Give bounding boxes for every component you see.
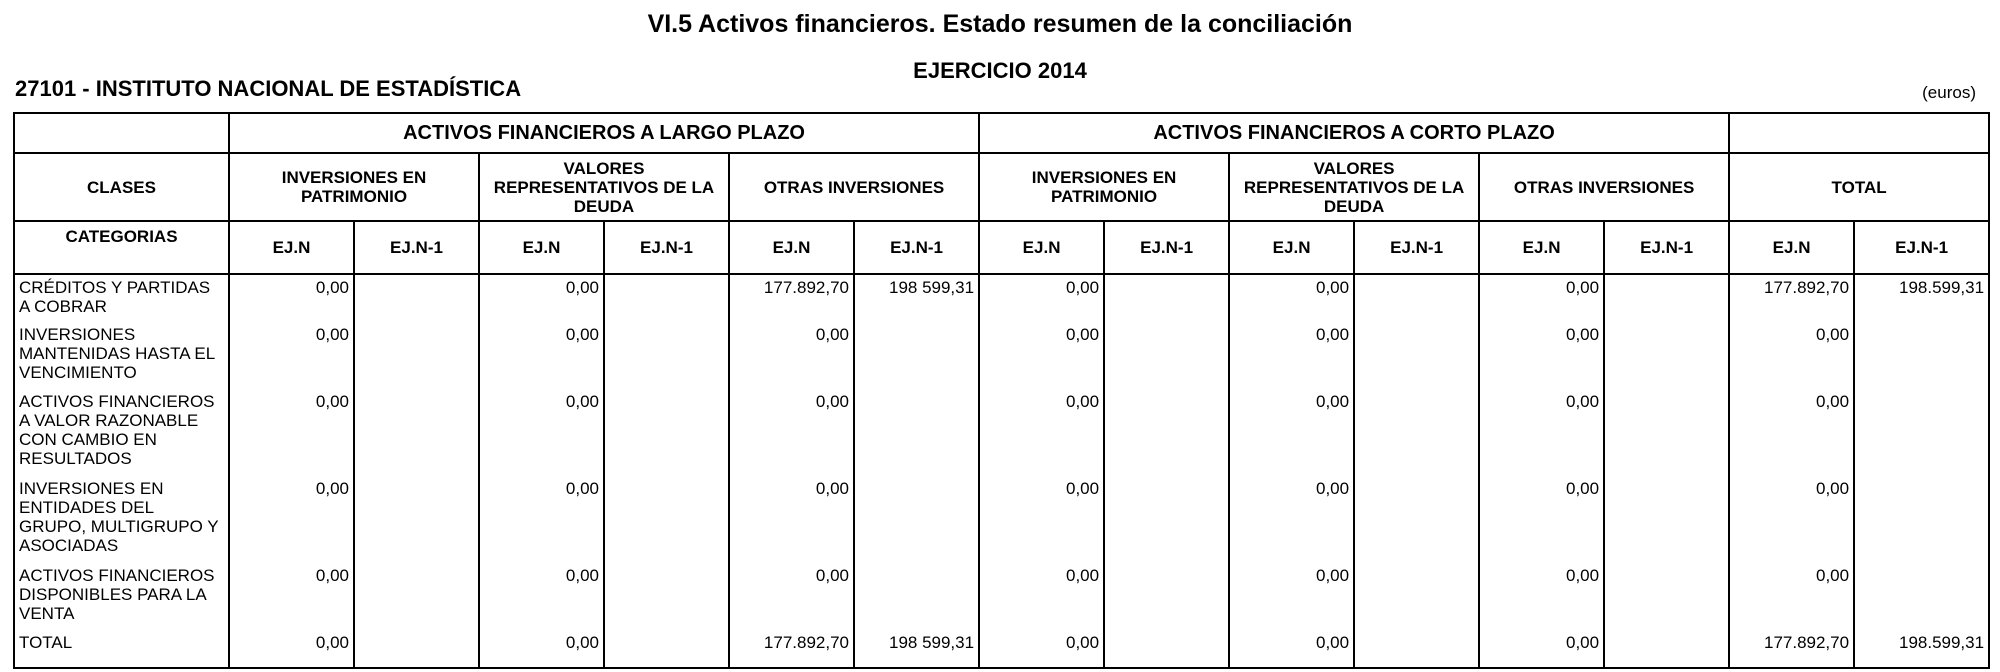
cell-value — [604, 563, 729, 630]
header-subgroup-row — [14, 153, 1989, 221]
cell-value: 0,00 — [229, 274, 354, 322]
header-ejn1: EJ.N-1 — [854, 221, 979, 274]
row-label: ACTIVOS FINANCIEROS DISPONIBLES PARA LA VENTA — [14, 563, 229, 630]
cell-value: 0,00 — [979, 322, 1104, 389]
cell-value: 0,00 — [1229, 274, 1354, 322]
cell-value: 0,00 — [229, 476, 354, 563]
cell-value: 0,00 — [479, 389, 604, 476]
report-title: VI.5 Activos financieros. Estado resumen de la conciliación — [647, 10, 1353, 38]
header-ejn1: EJ.N-1 — [1854, 221, 1989, 274]
header-ejn: EJ.N — [1729, 221, 1854, 274]
cell-value: 0,00 — [479, 322, 604, 389]
row-label: TOTAL — [14, 630, 229, 668]
cell-value: 0,00 — [729, 563, 854, 630]
cell-value — [1604, 563, 1729, 630]
row-label: CRÉDITOS Y PARTIDAS A COBRAR — [14, 274, 229, 322]
cell-value: 0,00 — [1729, 563, 1854, 630]
header-ejn: EJ.N — [229, 221, 354, 274]
header-lp-otras-inversiones: OTRAS INVERSIONES — [729, 153, 979, 221]
cell-value: 0,00 — [1229, 322, 1354, 389]
cell-value — [604, 630, 729, 668]
cell-value — [1104, 630, 1229, 668]
cell-value — [1104, 274, 1229, 322]
row-label: INVERSIONES EN ENTIDADES DEL GRUPO, MULTIGRUPO Y ASOCIADAS — [14, 476, 229, 563]
header-period-row — [14, 221, 1989, 274]
row-label: INVERSIONES MANTENIDAS HASTA EL VENCIMIENTO — [14, 322, 229, 389]
cell-value — [1104, 476, 1229, 563]
cell-value: 0,00 — [1479, 322, 1604, 389]
table-row — [14, 563, 1989, 630]
cell-value — [1604, 476, 1729, 563]
currency-unit: (euros) — [1922, 83, 1976, 102]
header-categorias: CATEGORIAS — [14, 221, 229, 274]
header-ejn: EJ.N — [979, 221, 1104, 274]
header-ejn1: EJ.N-1 — [1354, 221, 1479, 274]
cell-value — [354, 476, 479, 563]
cell-value — [1604, 630, 1729, 668]
cell-value — [1854, 563, 1989, 630]
cell-value: 0,00 — [1229, 389, 1354, 476]
cell-value: 0,00 — [1229, 476, 1354, 563]
fiscal-year: EJERCICIO 2014 — [913, 58, 1087, 83]
cell-value — [1104, 563, 1229, 630]
header-cp-otras-inversiones: OTRAS INVERSIONES — [1479, 153, 1729, 221]
header-ejn1: EJ.N-1 — [604, 221, 729, 274]
header-group-row — [14, 113, 1989, 153]
entity-name: 27101 - INSTITUTO NACIONAL DE ESTADÍSTICA — [15, 76, 522, 101]
cell-value: 198.599,31 — [1854, 630, 1989, 668]
row-label: ACTIVOS FINANCIEROS A VALOR RAZONABLE CON CAMBIO EN RESULTADOS — [14, 389, 229, 476]
cell-value: 0,00 — [229, 322, 354, 389]
cell-value — [1354, 274, 1479, 322]
cell-value: 0,00 — [1479, 389, 1604, 476]
cell-value: 0,00 — [1729, 322, 1854, 389]
cell-value: 0,00 — [1479, 274, 1604, 322]
table-row-total — [14, 630, 1989, 668]
cell-value: 0,00 — [1729, 476, 1854, 563]
cell-value — [1854, 322, 1989, 389]
table-row — [14, 274, 1989, 322]
cell-value — [604, 476, 729, 563]
cell-value: 0,00 — [229, 389, 354, 476]
cell-value — [1604, 274, 1729, 322]
header-empty-right — [1729, 113, 1989, 153]
cell-value — [854, 322, 979, 389]
header-lp-inversiones-patrimonio: INVERSIONES EN PATRIMONIO — [229, 153, 479, 221]
cell-value — [1854, 389, 1989, 476]
header-ejn: EJ.N — [729, 221, 854, 274]
cell-value: 0,00 — [979, 476, 1104, 563]
cell-value: 0,00 — [729, 322, 854, 389]
header-ejn1: EJ.N-1 — [354, 221, 479, 274]
cell-value — [354, 389, 479, 476]
cell-value: 0,00 — [479, 630, 604, 668]
table-row — [14, 389, 1989, 476]
cell-value — [1354, 563, 1479, 630]
cell-value — [854, 563, 979, 630]
cell-value — [1104, 322, 1229, 389]
cell-value — [604, 322, 729, 389]
cell-value: 198 599,31 — [854, 274, 979, 322]
cell-value: 0,00 — [1479, 476, 1604, 563]
header-ejn: EJ.N — [479, 221, 604, 274]
header-cp-inversiones-patrimonio: INVERSIONES EN PATRIMONIO — [979, 153, 1229, 221]
cell-value: 198.599,31 — [1854, 274, 1989, 322]
cell-value: 0,00 — [229, 630, 354, 668]
cell-value: 177.892,70 — [729, 630, 854, 668]
cell-value: 0,00 — [979, 563, 1104, 630]
cell-value: 0,00 — [1479, 563, 1604, 630]
header-corto-plazo: ACTIVOS FINANCIEROS A CORTO PLAZO — [979, 113, 1729, 153]
cell-value — [354, 630, 479, 668]
cell-value — [354, 274, 479, 322]
cell-value — [1604, 322, 1729, 389]
cell-value — [1104, 389, 1229, 476]
header-ejn1: EJ.N-1 — [1104, 221, 1229, 274]
cell-value: 0,00 — [479, 274, 604, 322]
header-clases: CLASES — [14, 153, 229, 221]
cell-value — [354, 322, 479, 389]
cell-value: 0,00 — [479, 563, 604, 630]
cell-value: 0,00 — [729, 476, 854, 563]
cell-value: 198 599,31 — [854, 630, 979, 668]
header-lp-valores-deuda: VALORES REPRESENTATIVOS DE LA DEUDA — [479, 153, 729, 221]
cell-value — [1354, 630, 1479, 668]
cell-value: 0,00 — [1229, 563, 1354, 630]
cell-value: 177.892,70 — [1729, 274, 1854, 322]
cell-value: 0,00 — [729, 389, 854, 476]
header-empty-left — [14, 113, 229, 153]
cell-value: 0,00 — [1229, 630, 1354, 668]
cell-value: 177.892,70 — [1729, 630, 1854, 668]
header-cp-valores-deuda: VALORES REPRESENTATIVOS DE LA DEUDA — [1229, 153, 1479, 221]
cell-value — [1604, 389, 1729, 476]
cell-value — [1354, 322, 1479, 389]
cell-value — [854, 476, 979, 563]
table-body — [14, 274, 1989, 668]
cell-value — [604, 389, 729, 476]
cell-value: 0,00 — [979, 274, 1104, 322]
cell-value: 0,00 — [979, 630, 1104, 668]
header-largo-plazo: ACTIVOS FINANCIEROS A LARGO PLAZO — [229, 113, 979, 153]
cell-value: 0,00 — [229, 563, 354, 630]
cell-value — [1354, 476, 1479, 563]
cell-value: 0,00 — [1479, 630, 1604, 668]
table-row — [14, 322, 1989, 389]
cell-value: 0,00 — [479, 476, 604, 563]
header-ejn: EJ.N — [1479, 221, 1604, 274]
cell-value: 177.892,70 — [729, 274, 854, 322]
cell-value — [1854, 476, 1989, 563]
cell-value — [354, 563, 479, 630]
cell-value — [854, 389, 979, 476]
cell-value — [1354, 389, 1479, 476]
reconciliation-table — [13, 112, 1990, 669]
cell-value: 0,00 — [979, 389, 1104, 476]
header-ejn1: EJ.N-1 — [1604, 221, 1729, 274]
table-row — [14, 476, 1989, 563]
cell-value: 0,00 — [1729, 389, 1854, 476]
cell-value — [604, 274, 729, 322]
header-ejn: EJ.N — [1229, 221, 1354, 274]
header-total: TOTAL — [1729, 153, 1989, 221]
